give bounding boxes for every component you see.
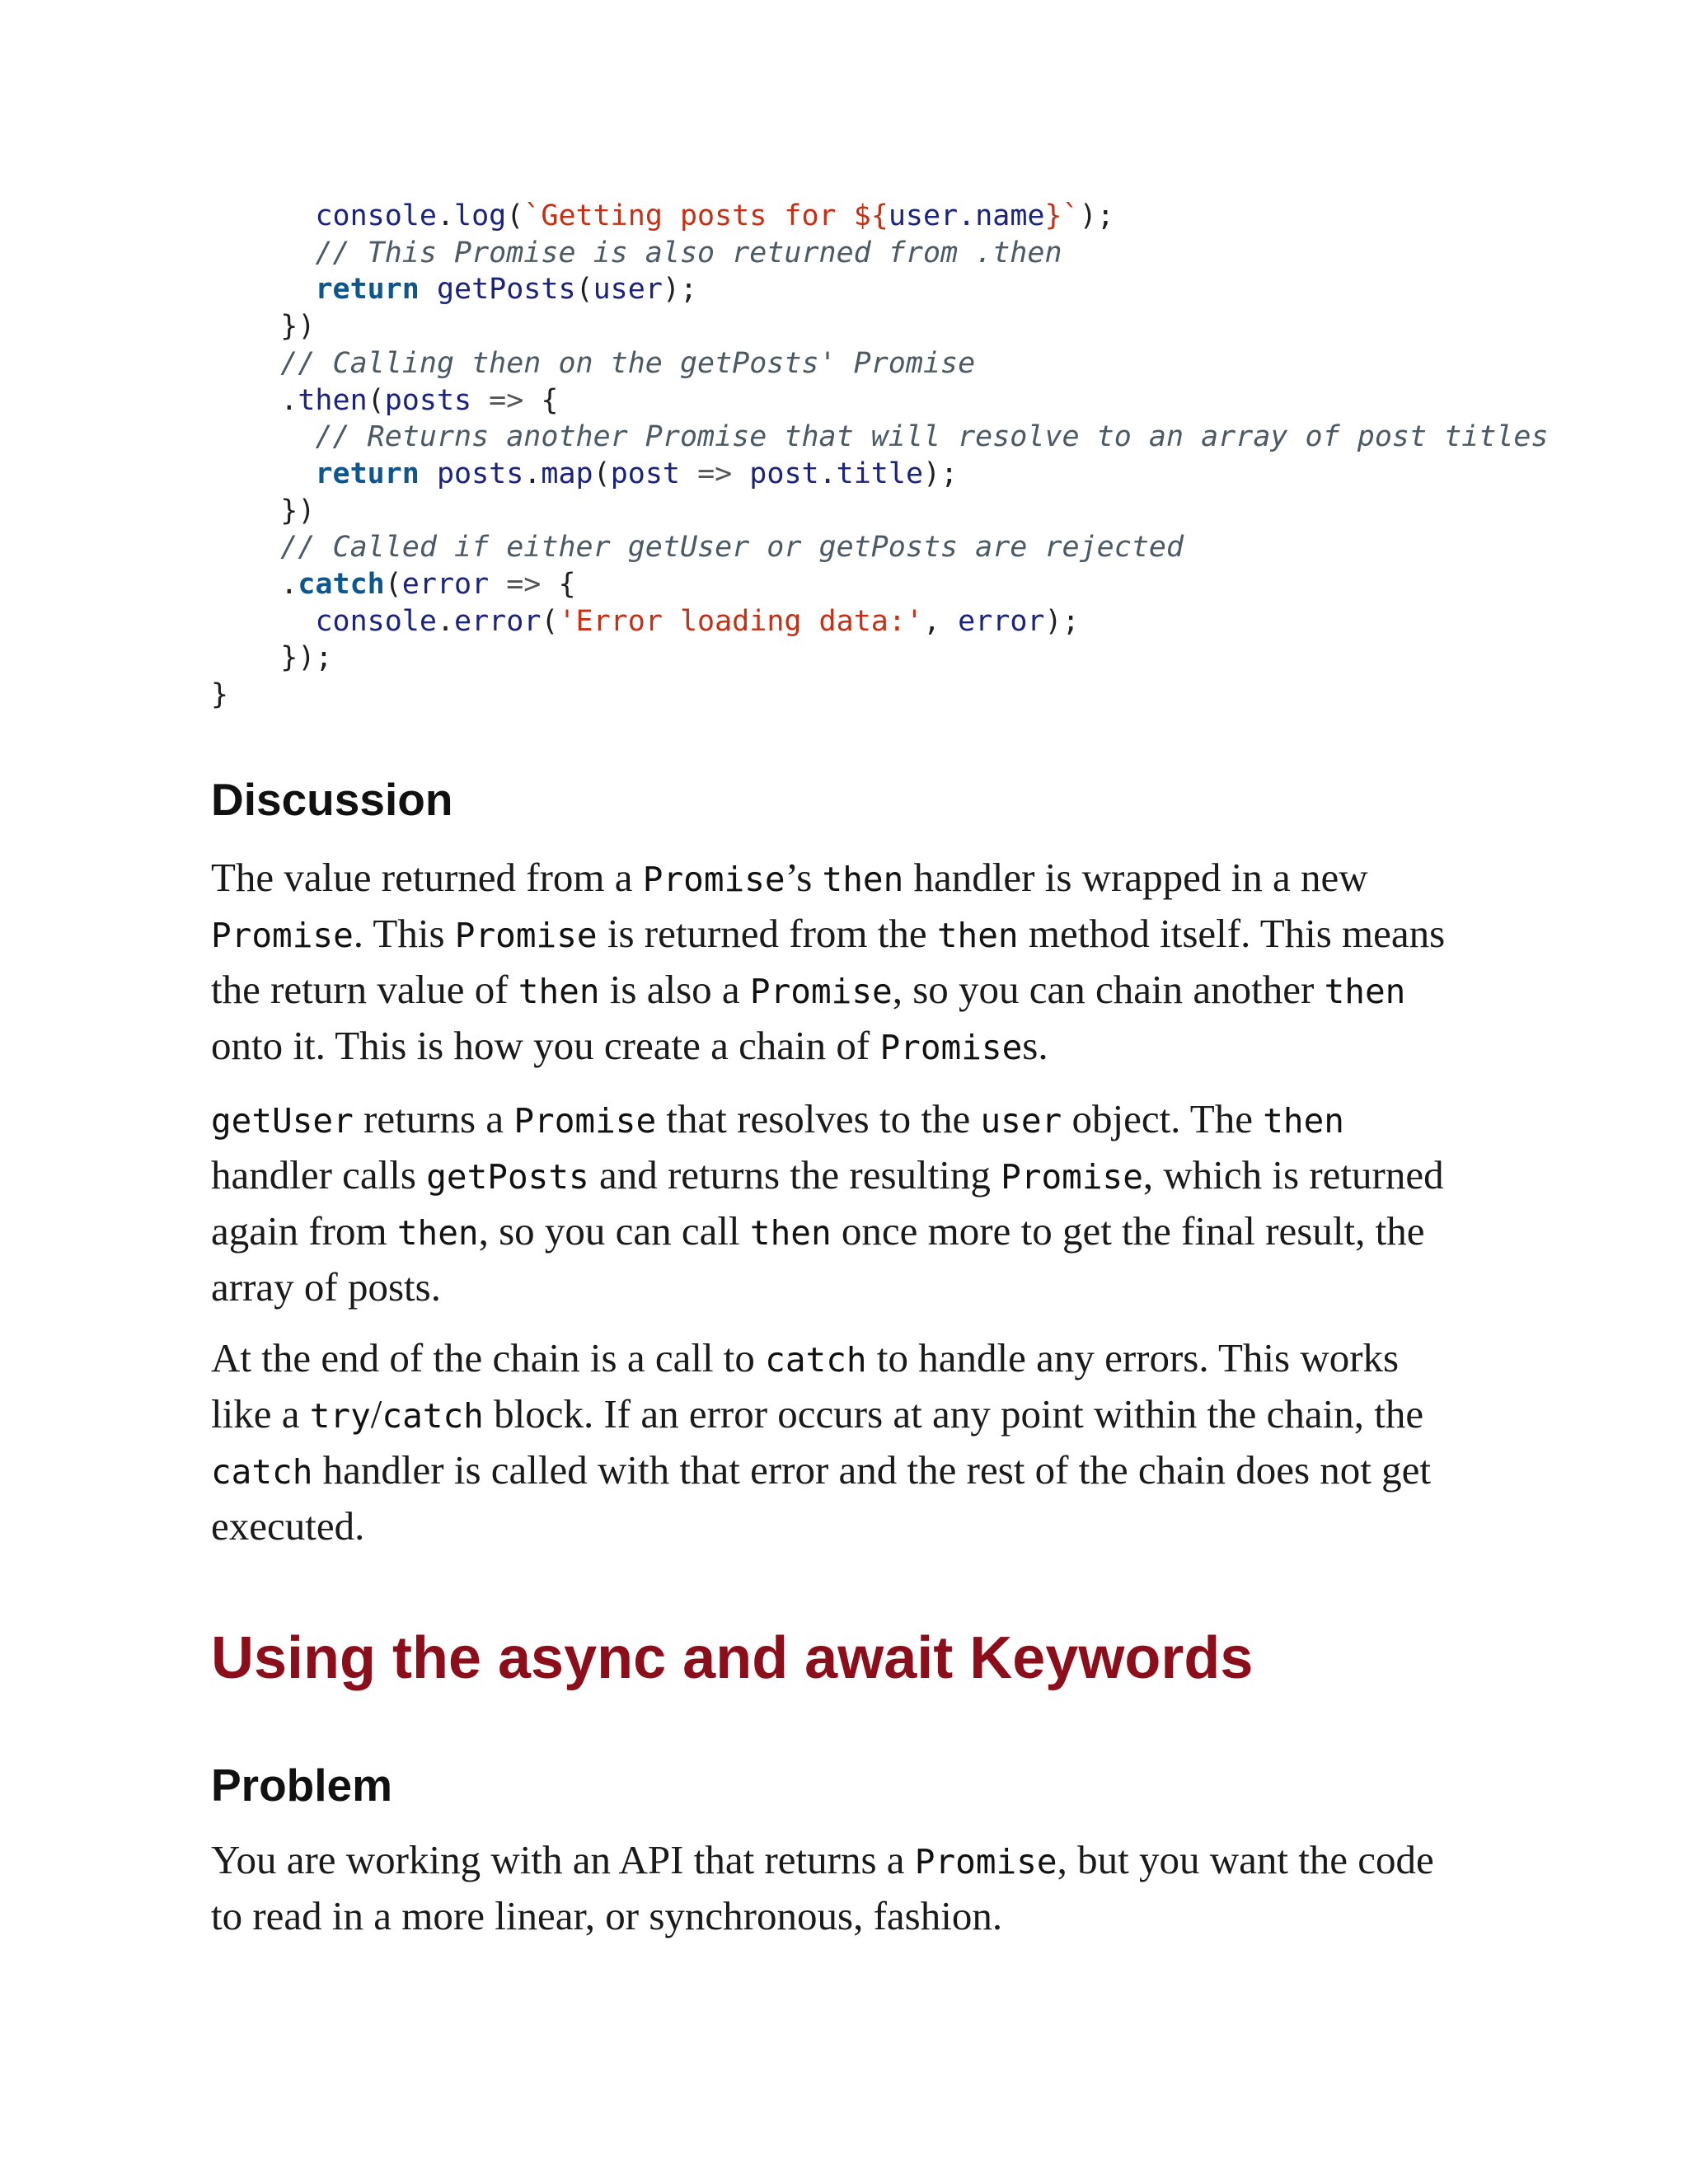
- inline-code: then: [396, 1213, 479, 1253]
- code-punct: .: [436, 604, 455, 638]
- text-run: You are working with an API that returns a: [211, 1837, 915, 1882]
- code-punct: [489, 568, 506, 601]
- code-function: getPosts: [436, 273, 576, 307]
- code-punct: );: [1079, 199, 1114, 232]
- code-punct: {: [523, 383, 559, 417]
- text-line: [211, 1019, 1480, 1075]
- code-identifier: user: [593, 273, 663, 307]
- code-punct: .: [436, 199, 455, 232]
- text-run: again from: [211, 1208, 397, 1254]
- book-page: [211, 0, 1549, 2184]
- code-punct: [211, 273, 315, 306]
- code-identifier: posts: [436, 457, 524, 490]
- text-run: handler is called with that error and the rest of the chain does not get: [312, 1447, 1431, 1493]
- text-run: , but you want the code: [1057, 1837, 1434, 1882]
- code-line: [211, 419, 1549, 456]
- code-identifier: error: [401, 568, 490, 602]
- text-line: [211, 1092, 1480, 1148]
- text-run: At the end of the chain is a call to: [211, 1335, 766, 1380]
- code-punct: (: [593, 457, 611, 490]
- code-keyword: catch: [298, 568, 385, 602]
- code-line: [211, 345, 1549, 382]
- code-string: ${: [853, 199, 889, 232]
- inline-code: getPosts: [426, 1157, 589, 1197]
- code-listing: [211, 198, 1549, 714]
- code-identifier: posts: [384, 383, 472, 417]
- code-punct: [420, 457, 437, 490]
- text-line: [211, 1889, 1480, 1943]
- code-string: 'Error loading data:': [558, 604, 923, 638]
- text-run: is returned from the: [597, 911, 937, 956]
- text-run: like a: [211, 1391, 310, 1436]
- code-line: [211, 235, 1549, 272]
- code-comment: // This Promise is also returned from .then: [315, 236, 1062, 269]
- code-function: error: [454, 604, 542, 638]
- text-run: executed.: [211, 1503, 365, 1549]
- code-line: [211, 529, 1549, 566]
- inline-code: then: [1324, 972, 1406, 1011]
- inline-code: Promise: [879, 1028, 1023, 1067]
- inline-code: then: [1263, 1101, 1344, 1141]
- code-line: [211, 603, 1549, 640]
- code-punct: [211, 457, 315, 490]
- text-line: [211, 851, 1480, 907]
- text-run: . This: [353, 911, 455, 956]
- code-line: [211, 493, 1549, 530]
- code-line: [211, 677, 1549, 714]
- code-identifier: post.title: [749, 457, 924, 490]
- inline-code: Promise: [749, 972, 893, 1011]
- code-function: console: [315, 604, 437, 638]
- text-run: , so you can chain another: [892, 967, 1325, 1012]
- code-line: [211, 198, 1549, 235]
- code-operator: =>: [697, 457, 733, 490]
- inline-code: Promise: [211, 916, 354, 955]
- discussion-paragraph-2: [211, 1092, 1480, 1315]
- text-line: [211, 907, 1480, 963]
- discussion-paragraph-1: [211, 851, 1480, 1075]
- code-identifier: user.name: [888, 199, 1045, 232]
- code-punct: [211, 347, 280, 380]
- code-line: [211, 640, 1549, 677]
- code-punct: [471, 384, 489, 417]
- code-function: map: [541, 457, 593, 490]
- text-run: handler calls: [211, 1152, 427, 1197]
- code-operator: =>: [506, 568, 542, 602]
- text-run: object. The: [1062, 1096, 1264, 1141]
- code-punct: .: [523, 457, 542, 490]
- code-line: [211, 308, 1549, 345]
- text-run: the return value of: [211, 967, 518, 1012]
- text-run: is also a: [599, 967, 750, 1012]
- code-string: `Getting posts for: [523, 199, 854, 232]
- text-run: s.: [1022, 1023, 1048, 1068]
- code-punct: }): [211, 494, 316, 527]
- code-string: }`: [1044, 199, 1080, 232]
- inline-code: Promise: [914, 1842, 1057, 1882]
- inline-code: Promise: [642, 860, 785, 899]
- code-punct: (: [575, 273, 593, 307]
- text-run: ’s: [785, 855, 823, 900]
- code-punct: }: [211, 678, 229, 712]
- code-function: then: [298, 383, 368, 417]
- text-line: [211, 1331, 1480, 1387]
- text-line: [211, 1833, 1480, 1889]
- text-line: [211, 1148, 1480, 1204]
- text-run: , which is returned: [1142, 1152, 1444, 1197]
- code-operator: =>: [489, 383, 524, 417]
- inline-code: Promise: [1001, 1157, 1143, 1197]
- code-punct: [211, 237, 315, 269]
- code-comment: // Calling then on the getPosts' Promise: [280, 346, 976, 380]
- code-punct: );: [662, 273, 698, 307]
- inline-code: then: [822, 860, 904, 899]
- inline-code: getUser: [211, 1101, 354, 1141]
- text-run: onto it. This is how you create a chain of: [211, 1023, 880, 1068]
- code-punct: [211, 199, 315, 232]
- code-punct: }): [211, 310, 316, 344]
- problem-paragraph: [211, 1833, 1480, 1943]
- inline-code: then: [936, 916, 1019, 955]
- code-function: console: [315, 199, 437, 232]
- code-punct: .: [211, 383, 298, 417]
- code-punct: (: [541, 604, 559, 638]
- text-run: to handle any errors. This works: [866, 1335, 1400, 1380]
- code-line: [211, 271, 1549, 308]
- code-identifier: error: [958, 604, 1045, 638]
- code-punct: {: [541, 568, 576, 602]
- text-run: block. If an error occurs at any point within the chain, the: [483, 1391, 1424, 1436]
- text-run: returns a: [353, 1096, 514, 1141]
- code-identifier: post: [610, 457, 680, 490]
- text-line: [211, 1443, 1480, 1499]
- code-punct: [211, 531, 280, 564]
- text-run: , so you can call: [478, 1208, 750, 1254]
- code-punct: [420, 273, 437, 306]
- discussion-heading: Discussion: [211, 774, 453, 825]
- code-punct: [732, 457, 749, 490]
- code-punct: [680, 457, 697, 490]
- text-line: [211, 1499, 1480, 1554]
- text-line: [211, 1387, 1480, 1443]
- text-run: to read in a more linear, or synchronous, fashion.: [211, 1893, 1003, 1938]
- code-line: [211, 382, 1549, 419]
- code-punct: [211, 605, 315, 638]
- code-punct: });: [211, 641, 333, 675]
- code-punct: .: [211, 568, 298, 602]
- text-run: that resolves to the: [656, 1096, 981, 1141]
- discussion-paragraph-3: [211, 1331, 1480, 1554]
- inline-code: catch: [765, 1340, 867, 1380]
- inline-code: try: [309, 1396, 371, 1436]
- text-run: The value returned from a: [211, 855, 643, 900]
- code-keyword: return: [315, 457, 420, 490]
- text-run: /: [370, 1391, 382, 1436]
- inline-code: then: [749, 1213, 832, 1253]
- code-punct: );: [1044, 604, 1080, 638]
- text-line: [211, 963, 1480, 1019]
- text-run: and returns the resulting: [588, 1152, 1001, 1197]
- code-comment: // Returns another Promise that will resolve to an array of post titles: [315, 420, 1549, 454]
- inline-code: catch: [211, 1452, 313, 1492]
- code-punct: (: [384, 568, 402, 602]
- text-run: method itself. This means: [1018, 911, 1446, 956]
- code-punct: ,: [922, 604, 959, 638]
- code-function: log: [454, 199, 507, 232]
- text-line: [211, 1260, 1480, 1315]
- text-run: array of posts.: [211, 1264, 441, 1310]
- inline-code: Promise: [454, 916, 598, 955]
- inline-code: then: [518, 972, 600, 1011]
- problem-heading: Problem: [211, 1760, 393, 1811]
- inline-code: user: [980, 1101, 1062, 1141]
- code-line: [211, 566, 1549, 603]
- code-punct: (: [367, 383, 385, 417]
- code-punct: (: [506, 199, 524, 232]
- text-line: [211, 1204, 1480, 1260]
- code-comment: // Called if either getUser or getPosts are rejected: [280, 531, 1184, 565]
- code-punct: );: [923, 457, 959, 490]
- code-keyword: return: [315, 273, 420, 307]
- code-line: [211, 456, 1549, 493]
- text-run: once more to get the final result, the: [831, 1208, 1425, 1254]
- text-run: handler is wrapped in a new: [903, 855, 1368, 900]
- inline-code: catch: [382, 1396, 484, 1436]
- inline-code: Promise: [513, 1101, 657, 1141]
- section-heading: Using the async and await Keywords: [211, 1625, 1254, 1691]
- code-punct: [211, 420, 315, 453]
